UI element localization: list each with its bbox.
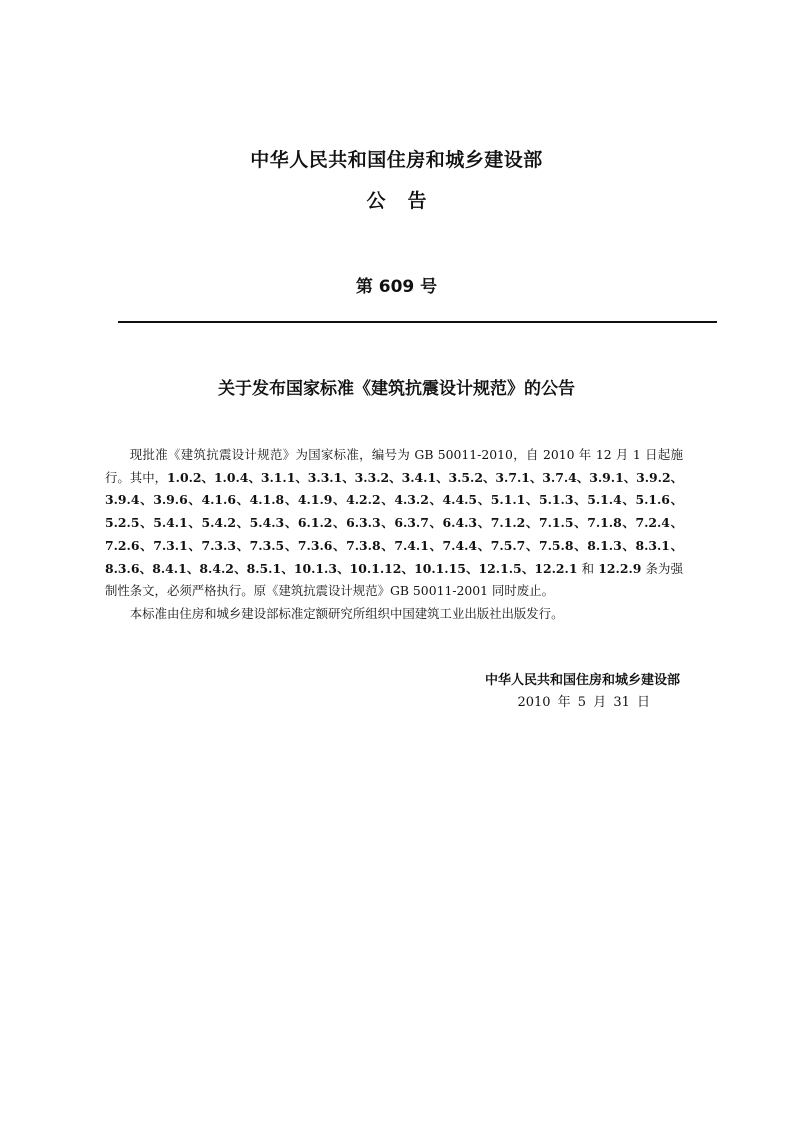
mandatory-clause-list: 1.0.2、1.0.4、3.1.1、3.3.1、3.3.2、3.4.1、3.5.2、3.7.1、3.7.4、3.9.1、3.9.2、3.9.4、3.9.6、4.1.6、4.1.8、4.1.9、4.2.2、4.3.2、4.4.5、5.1.1、5.1.3、5.1.4、5.1.6、5.2.5、5.4.1、5.4.2、5.4.3、6.1.2、6.3.3、6.3.7、6.4.3、7.1.2、7.1.5、7.1.8、7.2.4、7.2.6、7.3.1、7.3.3、7.3.5、7.3.6、7.3.8、7.4.1、7.4.4、7.5.7、7.5.8、8.1.3、8.3.1、8.3.6、8.4.1、8.4.2、8.5.1、10.1.3、10.1.12、10.1.15、12.1.5、12.2.1 <box>105 469 684 576</box>
horizontal-divider <box>118 321 717 323</box>
signature-date: 2010 年 5 月 31 日 <box>517 695 650 710</box>
notice-title: 公告 <box>366 190 449 212</box>
body-paragraph-1 <box>105 444 683 603</box>
paragraph-1-and: 和 <box>577 560 599 576</box>
paragraph-1-lead: 现批准《建筑抗震设计规范》为国家标准，编号为 GB 50011-2010，自 2010 年 12 月 1 日起施行。其中， <box>105 447 683 485</box>
notice-subject: 关于发布国家标准《建筑抗震设计规范》的公告 <box>218 379 575 399</box>
notice-body <box>105 444 683 626</box>
paragraph-1-tail: 条为强制性条文，必须严格执行。原《建筑抗震设计规范》GB 50011-2001 同时废止。 <box>105 560 683 599</box>
mandatory-clause-last: 12.2.9 <box>598 560 642 576</box>
signature-organization: 中华人民共和国住房和城乡建设部 <box>484 673 680 688</box>
notice-number: 第 609 号 <box>355 277 438 297</box>
body-paragraph-2: 本标准由住房和城乡建设部标准定额研究所组织中国建筑工业出版社出版发行。 <box>129 605 564 621</box>
issuing-ministry-heading: 中华人民共和国住房和城乡建设部 <box>250 149 543 171</box>
